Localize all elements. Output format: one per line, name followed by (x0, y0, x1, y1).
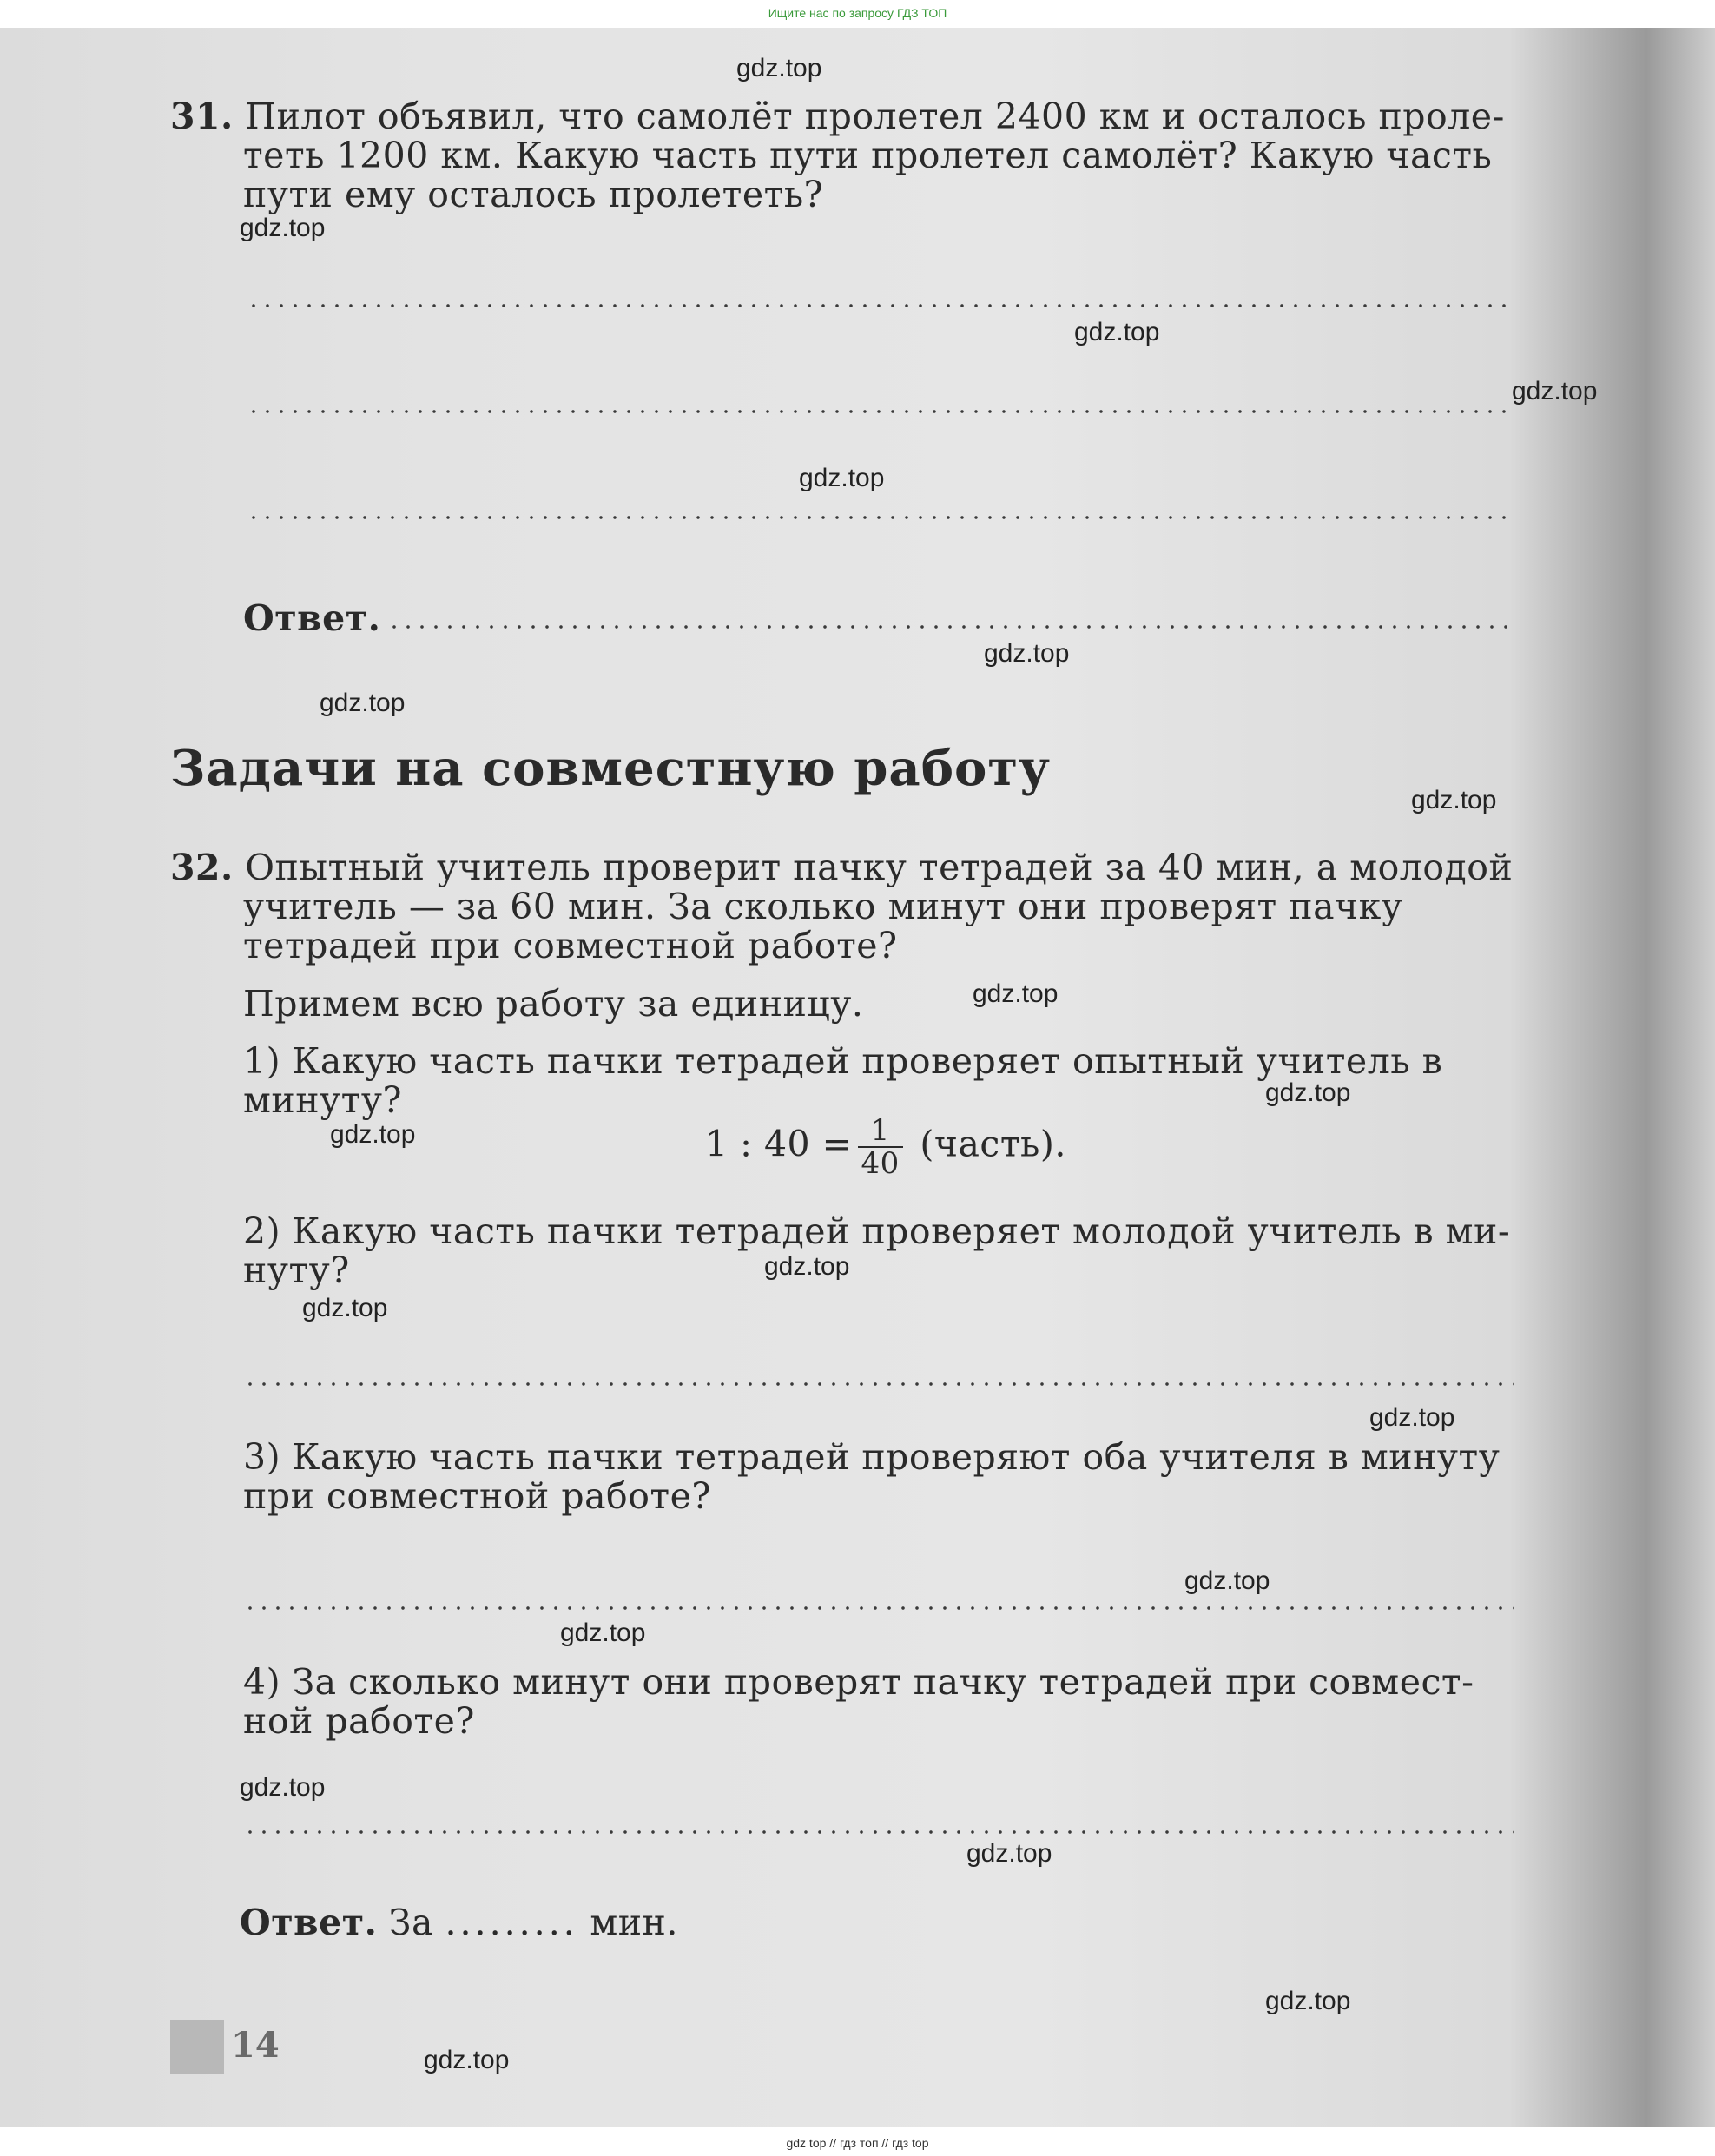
top-banner[interactable]: Ищите нас по запросу ГДЗ ТОП (768, 6, 947, 20)
task-31-answer-label: Ответ. (243, 597, 381, 639)
task-31-line-3: пути ему осталось пролететь? (243, 174, 824, 215)
page-number: 14 (231, 2025, 280, 2066)
watermark: gdz.top (424, 2046, 510, 2074)
answer-line[interactable] (387, 625, 1514, 629)
task-32-number: 32. (170, 847, 234, 888)
question-3 (243, 1438, 1520, 1516)
task-31-line-1: Пилот объявил, что самолёт пролетел 2400 км и осталось проле- (245, 96, 1505, 137)
watermark: gdz.top (240, 214, 326, 242)
watermark: gdz.top (1265, 1987, 1351, 2015)
question-4-line-1: 4) За сколько минут они проверят пачку тетрадей при совмест- (243, 1661, 1474, 1703)
formula (705, 1115, 1066, 1179)
watermark: gdz.top (240, 1773, 326, 1802)
watermark: gdz.top (966, 1839, 1052, 1868)
question-1-line-1: 1) Какую часть пачки тетрадей проверяет опытный учитель в (243, 1040, 1443, 1082)
task-32-line-1: Опытный учитель проверит пачку тетрадей за 40 мин, а молодой (245, 847, 1514, 888)
answer-line[interactable] (247, 304, 1514, 307)
question-2-line-1: 2) Какую часть пачки тетрадей проверяет молодой учитель в ми- (243, 1210, 1511, 1252)
formula-left: 1 : 40 = (705, 1123, 853, 1165)
task-32-answer-prefix: За (388, 1902, 433, 1943)
task-32-line-3: тетрадей при совместной работе? (243, 925, 898, 966)
watermark: gdz.top (1369, 1403, 1455, 1432)
watermark: gdz.top (736, 54, 822, 82)
answer-line[interactable] (243, 1606, 1514, 1610)
watermark: gdz.top (560, 1619, 646, 1647)
fraction-denominator: 40 (861, 1146, 900, 1181)
question-2 (243, 1212, 1520, 1290)
task-32-text (170, 848, 1525, 966)
answer-line[interactable] (247, 516, 1514, 519)
task-31-text (170, 97, 1516, 214)
question-3-line-1: 3) Какую часть пачки тетрадей проверяют оба учителя в минуту (243, 1436, 1501, 1478)
task-32-answer-suffix: мин. (590, 1902, 678, 1943)
task-32-answer-label: Ответ. (240, 1902, 378, 1943)
answer-line[interactable] (243, 1382, 1514, 1386)
task-31-line-2: теть 1200 км. Какую часть пути пролетел самолёт? Какую часть (243, 135, 1493, 176)
answer-line[interactable] (247, 410, 1514, 413)
watermark: gdz.top (764, 1252, 850, 1281)
section-heading: Задачи на совместную работу (170, 740, 1051, 797)
question-4-line-2: ной работе? (243, 1700, 475, 1742)
question-3-line-2: при совместной работе? (243, 1475, 711, 1517)
task-32-intro: Примем всю работу за единицу. (243, 983, 864, 1025)
task-32-answer (240, 1903, 678, 1942)
answer-line[interactable] (243, 1830, 1514, 1834)
watermark: gdz.top (1512, 377, 1598, 405)
watermark: gdz.top (1411, 786, 1497, 814)
formula-unit: (часть). (920, 1123, 1066, 1165)
task-32-line-2: учитель — за 60 мин. За сколько минут они проверят пачку (243, 886, 1403, 927)
watermark: gdz.top (799, 464, 885, 492)
bottom-banner[interactable]: gdz top // гдз топ // гдз top (786, 2136, 929, 2150)
watermark: gdz.top (1074, 318, 1160, 346)
page-number-marker (170, 2020, 224, 2074)
watermark: gdz.top (320, 689, 406, 717)
watermark: gdz.top (302, 1294, 388, 1322)
fraction (858, 1115, 903, 1179)
question-1-line-2: минуту? (243, 1079, 402, 1121)
task-32-answer-blank[interactable]: ......... (445, 1902, 578, 1943)
textbook-page (0, 28, 1715, 2127)
fraction-numerator: 1 (858, 1115, 903, 1148)
question-4 (243, 1663, 1520, 1741)
watermark: gdz.top (1265, 1078, 1351, 1107)
watermark: gdz.top (1184, 1566, 1270, 1595)
watermark: gdz.top (330, 1120, 416, 1149)
watermark: gdz.top (973, 979, 1059, 1008)
watermark: gdz.top (984, 639, 1070, 668)
question-2-line-2: нуту? (243, 1249, 350, 1291)
task-31-number: 31. (170, 96, 234, 137)
